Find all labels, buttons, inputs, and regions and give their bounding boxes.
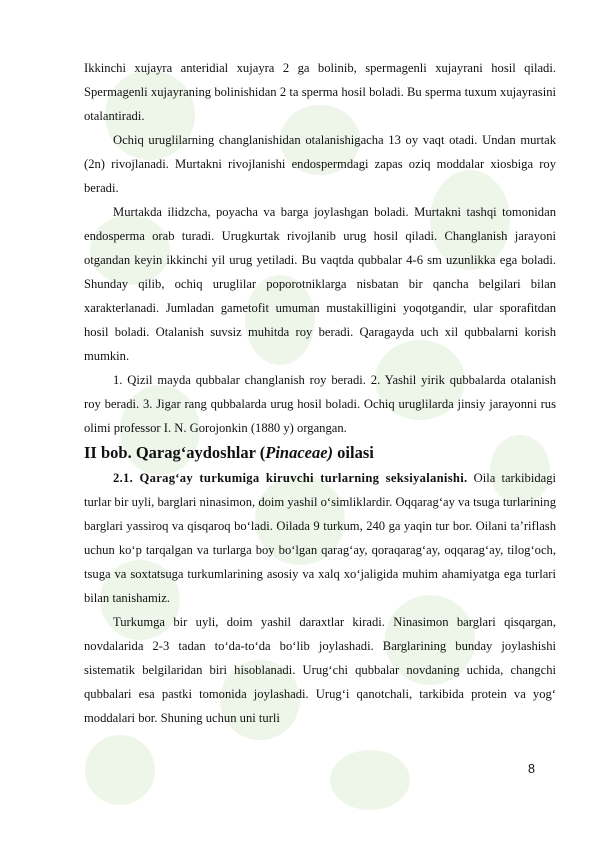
- paragraph: Ikkinchi xujayra anteridial xujayra 2 ga bolinib, spermagenli xujayrani hosil qiladi. Spermagenli xujayraning bolinishidan 2 ta sperma hosil boladi. Bu sperma tuxum xujayrasini otalantiradi.: [84, 61, 556, 123]
- chapter-title-latin: Pinaceae): [265, 443, 334, 462]
- section-paragraph: [84, 466, 556, 610]
- chapter-heading: [84, 440, 556, 466]
- section-text: Oila tarkibidagi turlar bir uyli, barglari ninasimon, doim yashil o‘simliklardir. Oqqarag‘ay va tsuga turlarining barglari yassiroq va qisqaroq bo‘ladi. Oilada 9 turkum, 240 ga yaqin tur bor. Oilani ta’riflash uchun ko‘p tarqalgan va turlarga boy bo‘lgan qarag‘ay, qoraqarag‘ay, oqqarag‘ay, tilog‘och, tsuga va soxtatsuga turkumlarining asosiy va xalq xo‘jaligida muhim ahamiyatga ega turlari bilan tanishamiz.: [84, 471, 557, 605]
- chapter-title-start: II bob. Qarag‘aydoshlar (: [84, 443, 266, 462]
- page-number: 8: [528, 762, 536, 776]
- paragraph: Turkumga bir uyli, doim yashil daraxtlar kiradi. Ninasimon barglari qisqargan, novdalarida 2-3 tadan to‘da-to‘da bo‘lib joylashadi. Barglarining bunday joylashishi sistematik belgilaridan biri hisoblanadi. Urug‘chi qubbalar novdaning uchida, changchi qubbalari esa pastki tomonida joylashadi. Urug‘i qanotchali, tarkibida protein va yog‘ moddalari bor. Shuning uchun uni turli: [84, 615, 556, 725]
- chapter-title-end: oilasi: [333, 443, 374, 462]
- page-content: [84, 56, 556, 730]
- paragraph: Ochiq uruglilarning changlanishidan otalanishigacha 13 oy vaqt otadi. Undan murtak (2n) rivojlanadi. Murtakni rivojlanishi endospermdagi zapas oziq moddalar xiosbiga roy beradi.: [84, 133, 556, 195]
- paragraph: Murtakda ilidzcha, poyacha va barga joylashgan boladi. Murtakni tashqi tomonidan endosperma orab turadi. Urugkurtak rivojlanib urug hosil qiladi. Changlanish jarayoni otgandan keyin ikkinchi yil urug yetiladi. Bu vaqtda qubbalar 4-6 sm uzunlikka ega boladi. Shunday qilib, ochiq uruglilar poporotniklarga nisbatan bir qancha belgilari bilan xarakterlanadi. Jumladan gametofit umuman mustakilligini yoqotgandir, ular sporafitdan hosil boladi. Otalanish suvsiz muhitda roy beradi. Qaragayda uch xil qubbalarni korish mumkin.: [84, 205, 556, 363]
- paragraph: 1. Qizil mayda qubbalar changlanish roy beradi. 2. Yashil yirik qubbalarda otalanish roy beradi. 3. Jigar rang qubbalarda urug hosil boladi. Ochiq uruglilarda jinsiy jarayonni rus olimi professor I. N. Gorojonkin (1880 y) organgan.: [84, 373, 556, 435]
- section-title: 2.1. Qarag‘ay turkumiga kiruvchi turlarning seksiyalanishi.: [113, 471, 468, 485]
